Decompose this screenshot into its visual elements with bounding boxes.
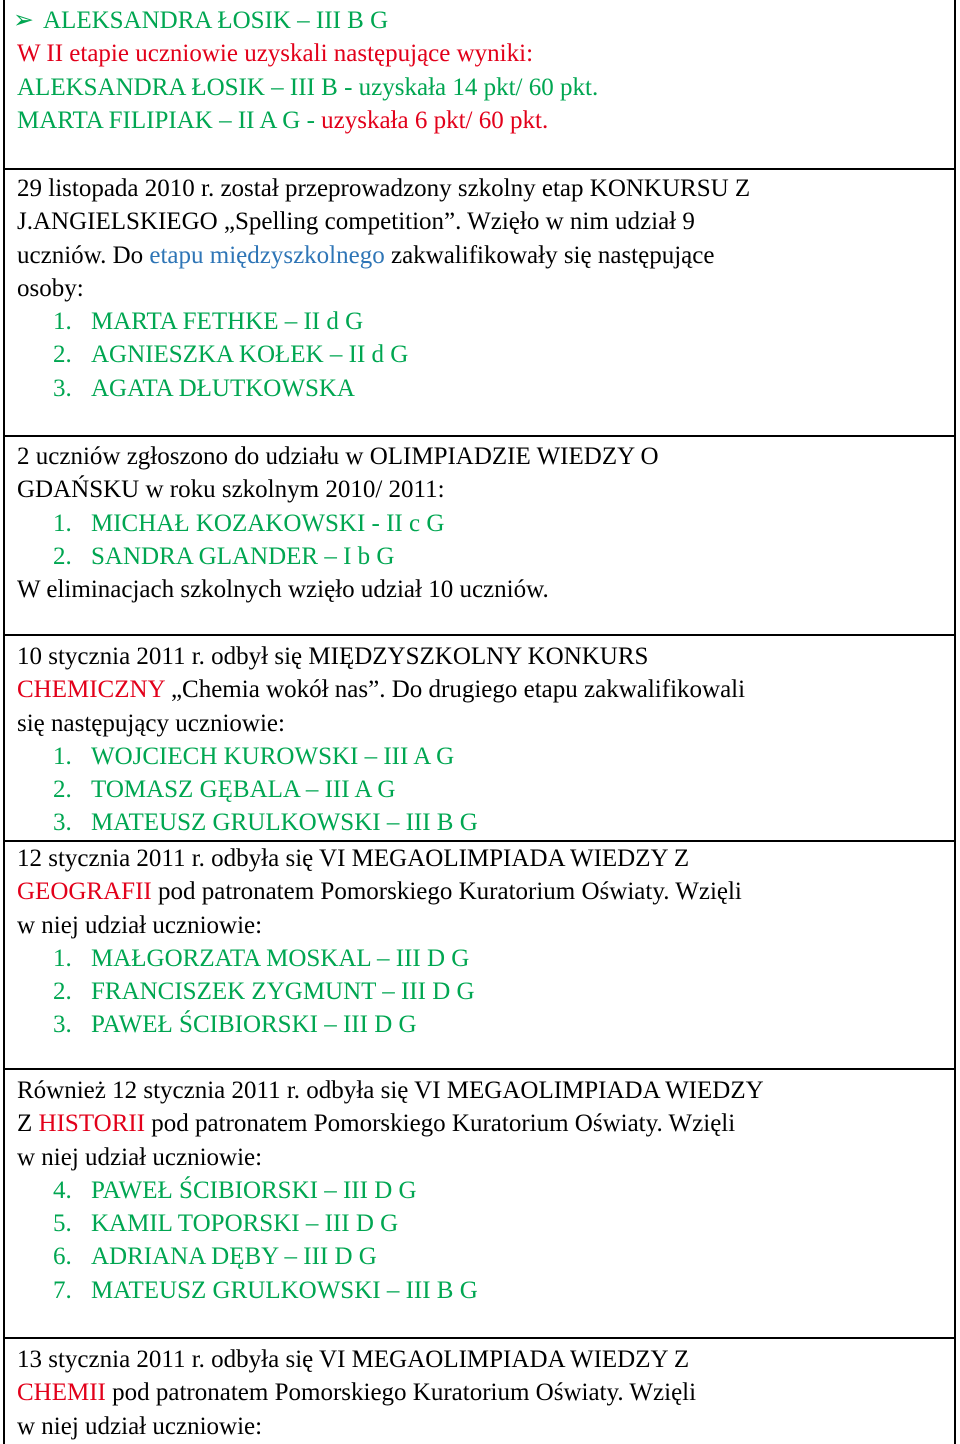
- list-text: MATEUSZ GRULKOWSKI – III B G: [91, 809, 478, 837]
- list-item: [17, 942, 956, 975]
- text-run: pod patronatem Pomorskiego Kuratorium Oświaty. Wzięli: [145, 1110, 736, 1138]
- highlight-text: etapu międzyszkolnego: [149, 241, 385, 269]
- list-item: [17, 540, 956, 573]
- list-text: AGATA DŁUTKOWSKA: [91, 374, 355, 402]
- paragraph-line: [17, 1376, 956, 1409]
- list-text: KAMIL TOPORSKI – III D G: [91, 1210, 399, 1238]
- paragraph-line: [17, 673, 956, 706]
- list-text: ADRIANA DĘBY – III D G: [91, 1243, 377, 1271]
- paragraph-line: [17, 875, 956, 908]
- paragraph-line: w niej udział uczniowie:: [17, 911, 263, 939]
- arrow-bullet-icon: ➢: [13, 7, 34, 34]
- paragraph-line: [17, 239, 956, 272]
- paragraph-line: GDAŃSKU w roku szkolnym 2010/ 2011:: [17, 476, 445, 504]
- subject-text: CHEMICZNY: [17, 676, 165, 704]
- section-history-olympiad: [3, 1074, 956, 1307]
- paragraph-line: 2 uczniów zgłoszono do udziału w OLIMPIADZIE WIEDZY O: [17, 443, 659, 470]
- paragraph-line: 13 stycznia 2011 r. odbyła się VI MEGAOLIMPIADA WIEDZY Z: [17, 1346, 690, 1373]
- list-item: [17, 507, 956, 540]
- list-item: [17, 1274, 956, 1307]
- list-text: PAWEŁ ŚCIBIORSKI – III D G: [91, 1176, 417, 1204]
- list-item: [17, 975, 956, 1008]
- paragraph-line: 10 stycznia 2011 r. odbył się MIĘDZYSZKOLNY KONKURS: [17, 643, 649, 670]
- paragraph-line: 12 stycznia 2011 r. odbyła się VI MEGAOLIMPIADA WIEDZY Z: [17, 845, 690, 872]
- list-item: [17, 806, 956, 839]
- list-number: 2.: [53, 978, 72, 1006]
- list-number: 7.: [53, 1276, 72, 1304]
- list-number: 6.: [53, 1243, 72, 1271]
- section-geography-olympiad: [3, 842, 956, 1042]
- paragraph-line: w niej udział uczniowie:: [17, 1143, 263, 1171]
- paragraph-line: W II etapie uczniowie uzyskali następujące wyniki:: [17, 40, 534, 68]
- row-divider: [3, 168, 956, 170]
- list-item: [17, 338, 956, 371]
- paragraph-line: [17, 1107, 956, 1140]
- list-text: MICHAŁ KOZAKOWSKI - II c G: [91, 509, 445, 537]
- list-number: 2.: [53, 542, 72, 570]
- list-text: TOMASZ GĘBALA – III A G: [91, 776, 396, 804]
- student-name: MARTA FILIPIAK – II A G -: [17, 106, 322, 134]
- row-divider: [3, 1068, 956, 1070]
- section-spelling-competition: [3, 172, 956, 405]
- list-item: [17, 1207, 956, 1240]
- list-text: MARTA FETHKE – II d G: [91, 308, 364, 336]
- list-item: [17, 1008, 956, 1041]
- text-run: pod patronatem Pomorskiego Kuratorium Oświaty. Wzięli: [105, 1379, 697, 1407]
- section-losik-results: [3, 4, 956, 137]
- list-item: [17, 305, 956, 338]
- list-text: FRANCISZEK ZYGMUNT – III D G: [91, 978, 475, 1006]
- list-number: 1.: [53, 509, 72, 537]
- list-number: 1.: [53, 742, 72, 770]
- paragraph-line: 29 listopada 2010 r. został przeprowadzony szkolny etap KONKURSU Z: [17, 175, 751, 202]
- text-run: zakwalifikowały się następujące: [384, 241, 715, 269]
- subject-text: GEOGRAFII: [17, 878, 152, 906]
- paragraph-line: [17, 104, 956, 137]
- section-header: [3, 4, 956, 37]
- text-run: uczniów. Do: [17, 241, 150, 269]
- row-divider: [3, 1337, 956, 1339]
- list-item: [17, 1174, 956, 1207]
- list-text: WOJCIECH KUROWSKI – III A G: [91, 742, 455, 770]
- paragraph-line: osoby:: [17, 274, 84, 302]
- subject-text: HISTORII: [38, 1110, 146, 1138]
- list-text: AGNIESZKA KOŁEK – II d G: [91, 341, 409, 369]
- row-divider: [3, 435, 956, 437]
- header-text: ALEKSANDRA ŁOSIK – III B G: [43, 7, 389, 34]
- paragraph-line: J.ANGIELSKIEGO „Spelling competition”. Wzięło w nim udział 9: [17, 208, 695, 236]
- section-gdansk-olympiad: [3, 440, 956, 606]
- list-number: 5.: [53, 1210, 72, 1238]
- row-divider: [3, 634, 956, 636]
- section-chemistry-olympiad: [3, 1343, 956, 1443]
- paragraph-line: ALEKSANDRA ŁOSIK – III B - uzyskała 14 pkt/ 60 pkt.: [17, 73, 599, 101]
- list-text: MAŁGORZATA MOSKAL – III D G: [91, 944, 470, 972]
- list-text: PAWEŁ ŚCIBIORSKI – III D G: [91, 1011, 417, 1039]
- list-number: 1.: [53, 308, 72, 336]
- paragraph-line: W eliminacjach szkolnych wzięło udział 10 uczniów.: [17, 576, 549, 604]
- section-chemistry-contest: [3, 640, 956, 840]
- list-number: 2.: [53, 341, 72, 369]
- list-number: 3.: [53, 809, 72, 837]
- paragraph-line: w niej udział uczniowie:: [17, 1412, 263, 1440]
- subject-text: CHEMII: [17, 1379, 106, 1407]
- list-number: 3.: [53, 1011, 72, 1039]
- list-item: [17, 773, 956, 806]
- list-item: [17, 1240, 956, 1273]
- list-number: 2.: [53, 776, 72, 804]
- list-number: 3.: [53, 374, 72, 402]
- list-item: [17, 740, 956, 773]
- text-run: Z: [17, 1110, 39, 1138]
- list-text: MATEUSZ GRULKOWSKI – III B G: [91, 1276, 478, 1304]
- text-run: pod patronatem Pomorskiego Kuratorium Oświaty. Wzięli: [151, 878, 742, 906]
- list-item: [17, 372, 956, 405]
- score-text: uzyskała 6 pkt/ 60 pkt.: [321, 106, 549, 134]
- paragraph-line: się następujący uczniowie:: [17, 709, 285, 737]
- paragraph-line: Również 12 stycznia 2011 r. odbyła się VI MEGAOLIMPIADA WIEDZY: [17, 1077, 764, 1104]
- text-run: „Chemia wokół nas”. Do drugiego etapu zakwalifikowali: [164, 676, 746, 704]
- list-text: SANDRA GLANDER – I b G: [91, 542, 395, 570]
- list-number: 1.: [53, 944, 72, 972]
- list-number: 4.: [53, 1176, 72, 1204]
